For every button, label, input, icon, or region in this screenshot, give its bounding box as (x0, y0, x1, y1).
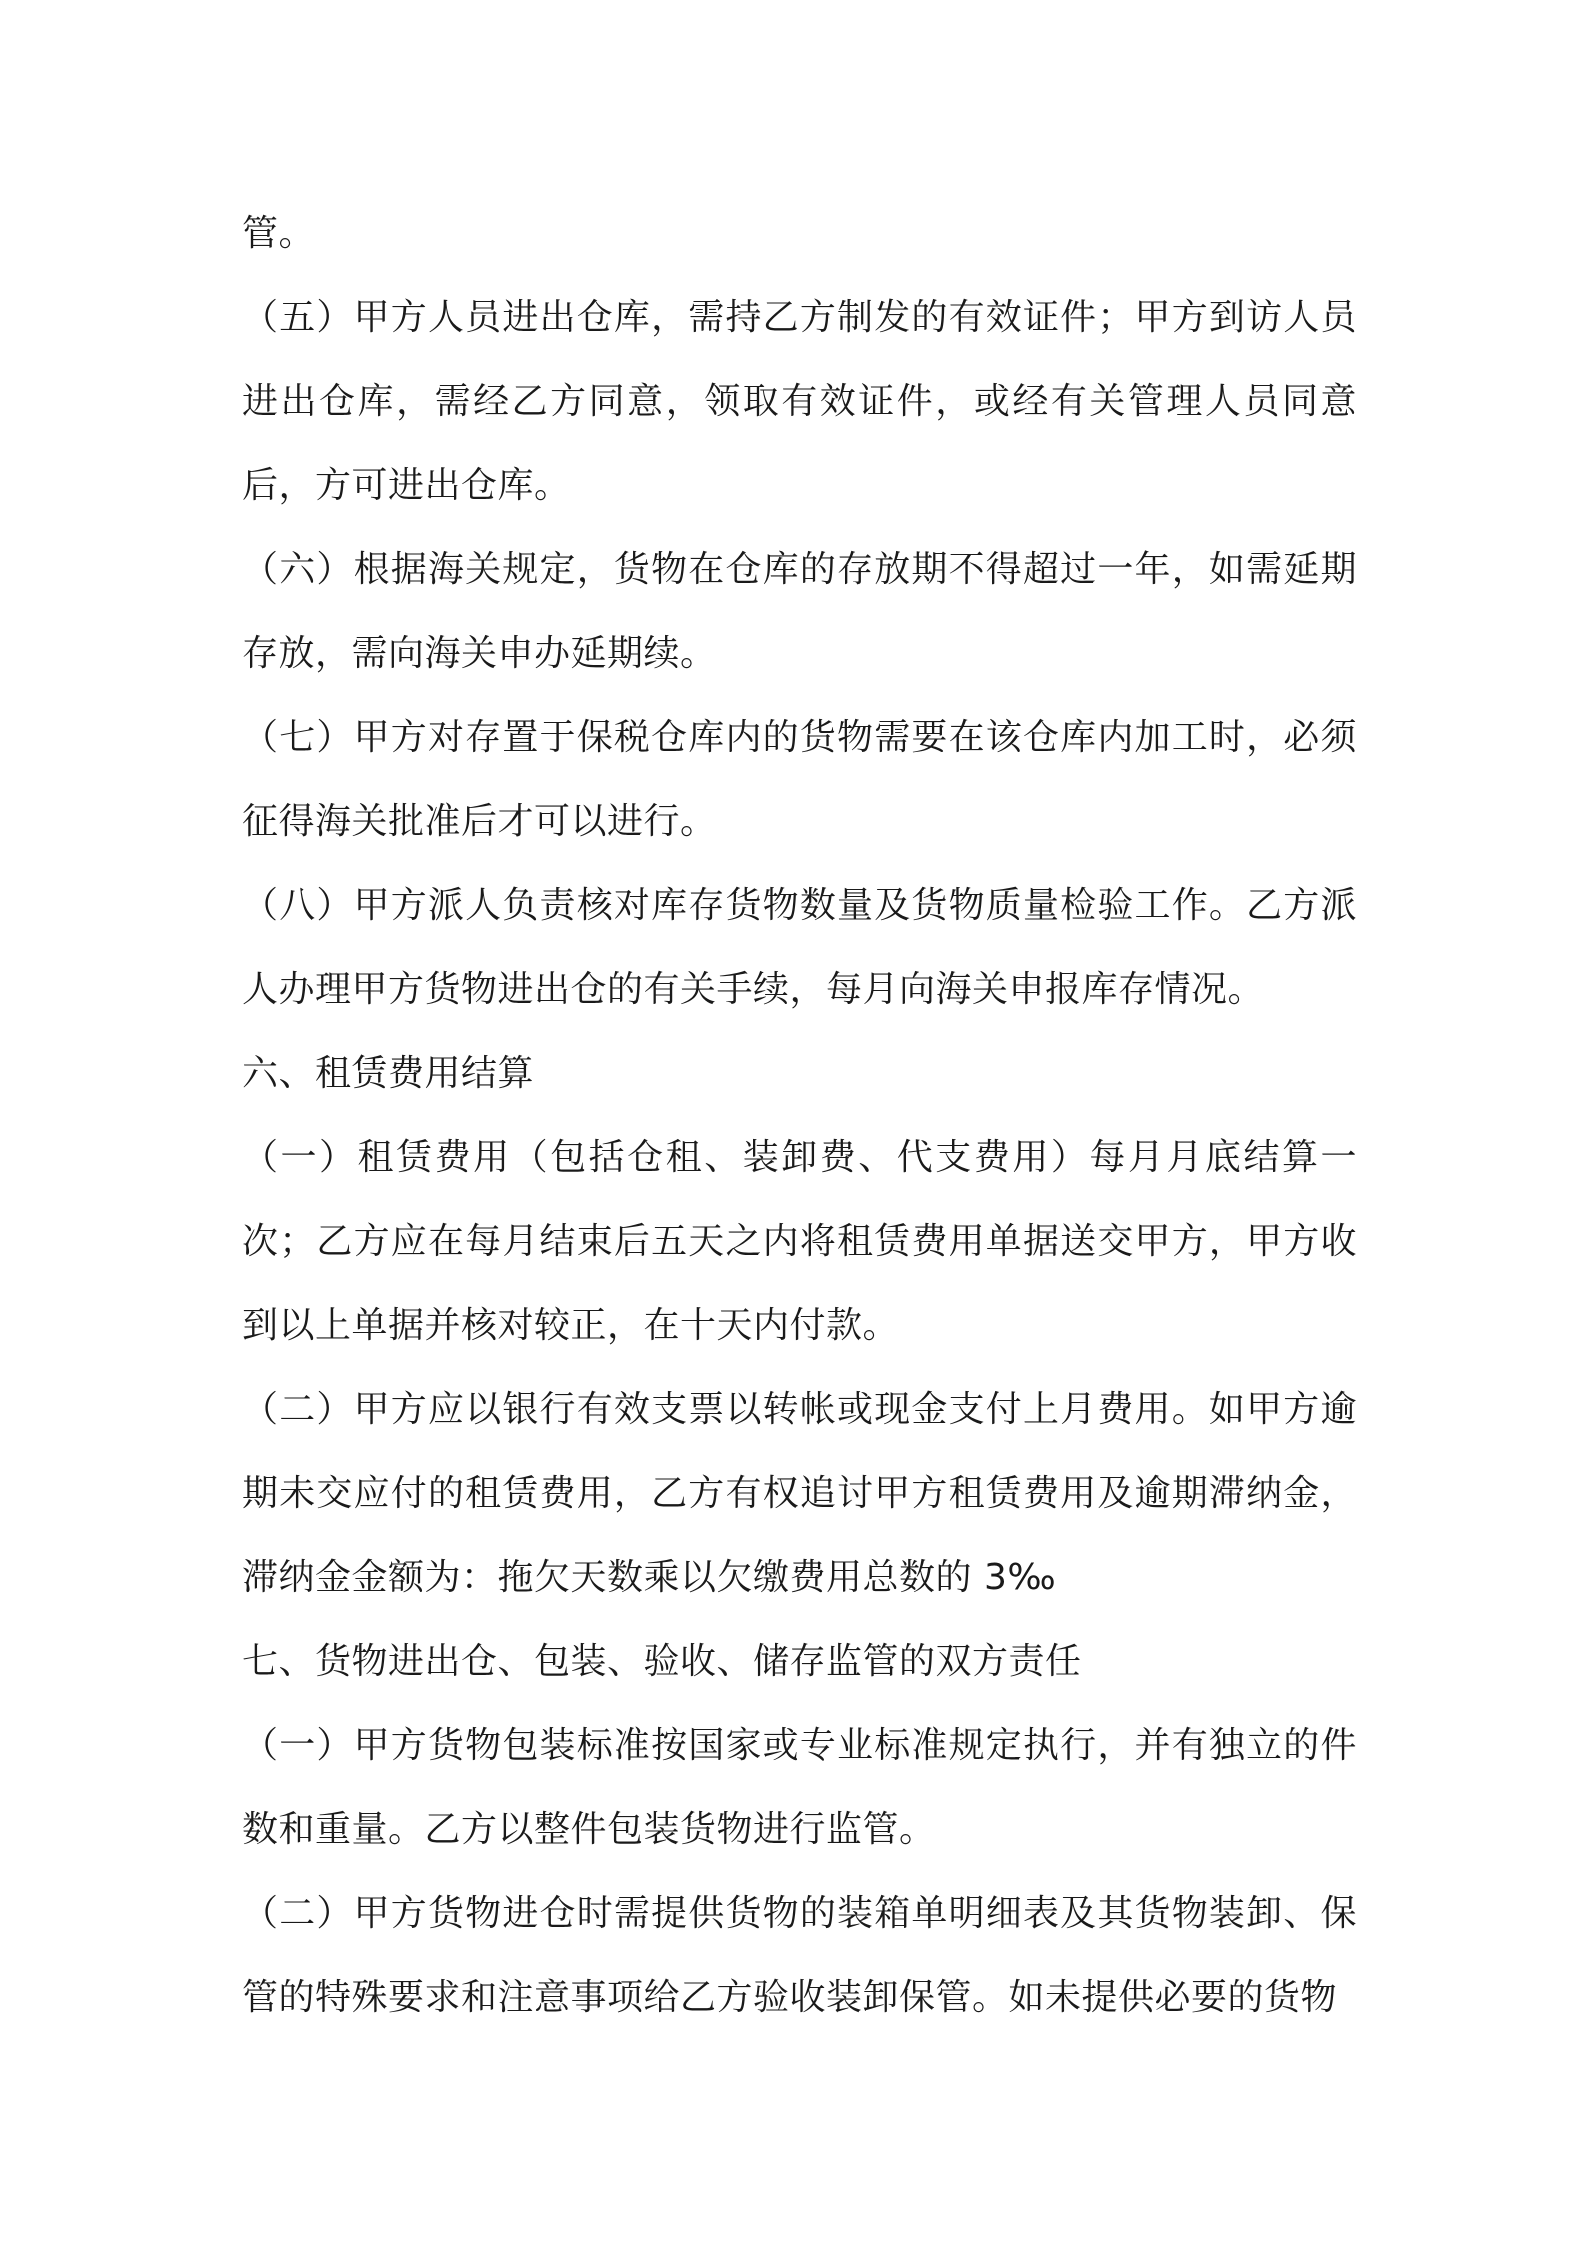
section-heading-6: 六、租赁费用结算 (242, 1053, 535, 1094)
paragraph-clause-5: （五）甲方人员进出仓库，需持乙方制发的有效证件；甲方到访人员进出仓库，需经乙方同意，领取有效证件，或经有关管理人员同意后，方可进出仓库。 (242, 297, 1357, 506)
paragraph-fee-clause-2: （二）甲方应以银行有效支票以转帐或现金支付上月费用。如甲方逾期未交应付的租赁费用，乙方有权追讨甲方租赁费用及逾期滞纳金，滞纳金金额为：拖欠天数乘以欠缴费用总数的 3‰ (242, 1389, 1357, 1598)
paragraph-responsibility-clause-1: （一）甲方货物包装标准按国家或专业标准规定执行，并有独立的件数和重量。乙方以整件包装货物进行监管。 (242, 1725, 1357, 1850)
paragraph-clause-7: （七）甲方对存置于保税仓库内的货物需要在该仓库内加工时，必须征得海关批准后才可以进行。 (242, 717, 1357, 842)
paragraph-clause-8: （八）甲方派人负责核对库存货物数量及货物质量检验工作。乙方派人办理甲方货物进出仓的有关手续，每月向海关申报库存情况。 (242, 885, 1357, 1010)
paragraph-continuation: 管。 (242, 213, 316, 254)
paragraph-responsibility-clause-2: （二）甲方货物进仓时需提供货物的装箱单明细表及其货物装卸、保管的特殊要求和注意事项给乙方验收装卸保管。如未提供必要的货物 (242, 1893, 1357, 2018)
document-body (242, 192, 1357, 2040)
paragraph-fee-clause-1: （一）租赁费用（包括仓租、装卸费、代支费用）每月月底结算一次；乙方应在每月结束后五天之内将租赁费用单据送交甲方，甲方收到以上单据并核对较正，在十天内付款。 (242, 1137, 1357, 1346)
section-heading-7: 七、货物进出仓、包装、验收、储存监管的双方责任 (242, 1641, 1082, 1682)
paragraph-clause-6: （六）根据海关规定，货物在仓库的存放期不得超过一年，如需延期存放，需向海关申办延期续。 (242, 549, 1357, 674)
